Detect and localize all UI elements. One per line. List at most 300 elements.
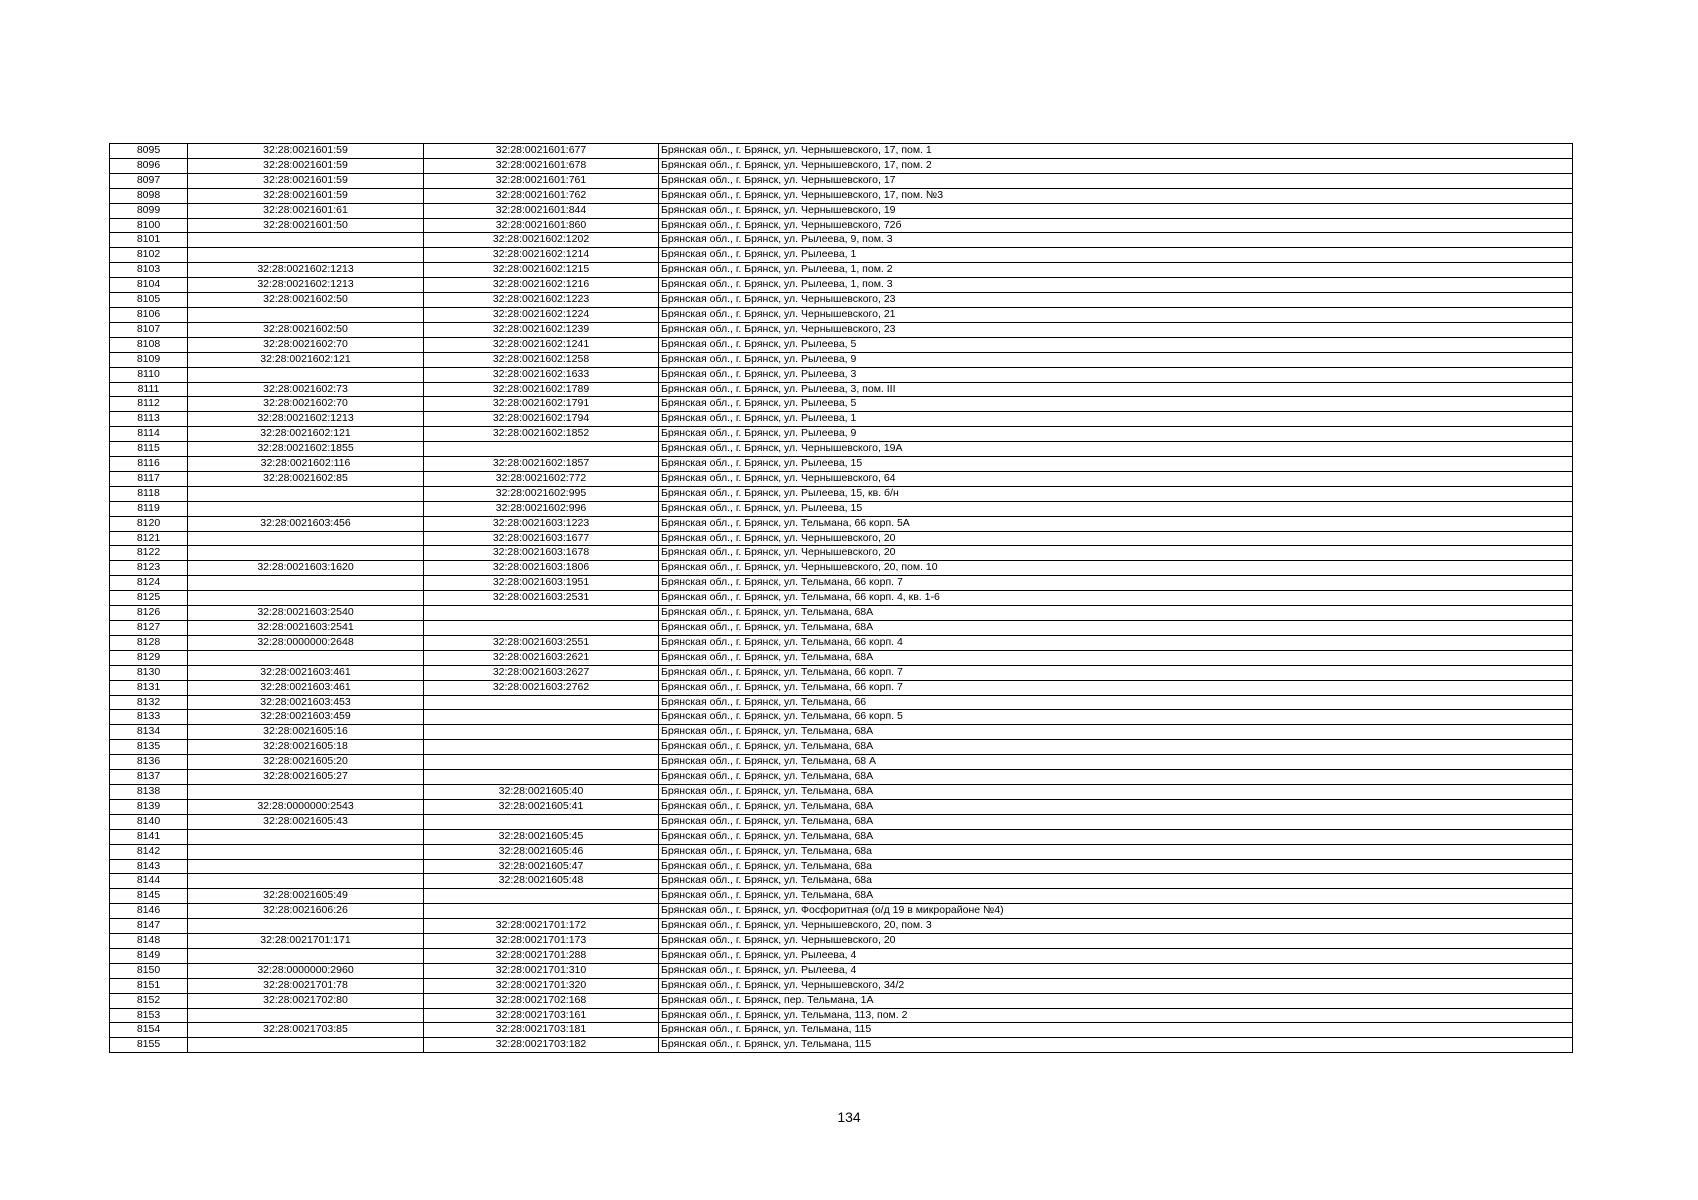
object-cadastral-number-cell: 32:28:0021603:1677 xyxy=(424,531,659,546)
table-row xyxy=(110,337,1573,352)
table-row xyxy=(110,934,1573,949)
parent-cadastral-number-cell xyxy=(188,1038,424,1053)
object-cadastral-number-cell: 32:28:0021701:320 xyxy=(424,978,659,993)
row-number-cell: 8142 xyxy=(110,844,188,859)
parent-cadastral-number-cell xyxy=(188,784,424,799)
parent-cadastral-number-cell: 32:28:0021601:59 xyxy=(188,173,424,188)
row-number-cell: 8113 xyxy=(110,412,188,427)
address-cell: Брянская обл., г. Брянск, ул. Рылеева, 1 xyxy=(659,248,1573,263)
row-number-cell: 8143 xyxy=(110,859,188,874)
table-row xyxy=(110,725,1573,740)
row-number-cell: 8111 xyxy=(110,382,188,397)
row-number-cell: 8131 xyxy=(110,680,188,695)
parent-cadastral-number-cell: 32:28:0021602:70 xyxy=(188,337,424,352)
object-cadastral-number-cell: 32:28:0021601:677 xyxy=(424,144,659,159)
address-cell: Брянская обл., г. Брянск, ул. Тельмана, 68А xyxy=(659,829,1573,844)
object-cadastral-number-cell: 32:28:0021602:1789 xyxy=(424,382,659,397)
row-number-cell: 8100 xyxy=(110,218,188,233)
object-cadastral-number-cell: 32:28:0021605:40 xyxy=(424,784,659,799)
object-cadastral-number-cell: 32:28:0021703:161 xyxy=(424,1008,659,1023)
object-cadastral-number-cell: 32:28:0021602:772 xyxy=(424,471,659,486)
table-row xyxy=(110,799,1573,814)
address-cell: Брянская обл., г. Брянск, ул. Тельмана, 68А xyxy=(659,814,1573,829)
row-number-cell: 8116 xyxy=(110,457,188,472)
address-cell: Брянская обл., г. Брянск, ул. Рылеева, 5 xyxy=(659,397,1573,412)
address-cell: Брянская обл., г. Брянск, ул. Тельмана, 68А xyxy=(659,784,1573,799)
table-row xyxy=(110,755,1573,770)
object-cadastral-number-cell: 32:28:0021601:761 xyxy=(424,173,659,188)
address-cell: Брянская обл., г. Брянск, ул. Тельмана, 66 xyxy=(659,695,1573,710)
object-cadastral-number-cell: 32:28:0021605:48 xyxy=(424,874,659,889)
object-cadastral-number-cell: 32:28:0021603:2551 xyxy=(424,635,659,650)
table-row xyxy=(110,1038,1573,1053)
address-cell: Брянская обл., г. Брянск, ул. Тельмана, 68А xyxy=(659,740,1573,755)
table-row xyxy=(110,904,1573,919)
object-cadastral-number-cell: 32:28:0021701:172 xyxy=(424,919,659,934)
object-cadastral-number-cell: 32:28:0021601:678 xyxy=(424,158,659,173)
address-cell: Брянская обл., г. Брянск, ул. Чернышевского, 17, пом. 2 xyxy=(659,158,1573,173)
row-number-cell: 8129 xyxy=(110,650,188,665)
table-row xyxy=(110,919,1573,934)
parent-cadastral-number-cell xyxy=(188,546,424,561)
parent-cadastral-number-cell: 32:28:0021605:43 xyxy=(188,814,424,829)
row-number-cell: 8154 xyxy=(110,1023,188,1038)
table-row xyxy=(110,606,1573,621)
row-number-cell: 8138 xyxy=(110,784,188,799)
parent-cadastral-number-cell: 32:28:0021703:85 xyxy=(188,1023,424,1038)
row-number-cell: 8104 xyxy=(110,278,188,293)
object-cadastral-number-cell: 32:28:0021602:1224 xyxy=(424,307,659,322)
address-cell: Брянская обл., г. Брянск, ул. Тельмана, 66 корп. 7 xyxy=(659,680,1573,695)
table-row xyxy=(110,382,1573,397)
object-cadastral-number-cell xyxy=(424,606,659,621)
parent-cadastral-number-cell xyxy=(188,650,424,665)
row-number-cell: 8105 xyxy=(110,293,188,308)
address-cell: Брянская обл., г. Брянск, ул. Фосфоритная (о/д 19 в микрорайоне №4) xyxy=(659,904,1573,919)
object-cadastral-number-cell: 32:28:0021602:1791 xyxy=(424,397,659,412)
page-number: 134 xyxy=(837,1109,861,1125)
parent-cadastral-number-cell: 32:28:0021602:73 xyxy=(188,382,424,397)
parent-cadastral-number-cell xyxy=(188,307,424,322)
object-cadastral-number-cell: 32:28:0021603:2627 xyxy=(424,665,659,680)
object-cadastral-number-cell xyxy=(424,621,659,636)
address-cell: Брянская обл., г. Брянск, ул. Тельмана, 68 А xyxy=(659,755,1573,770)
address-cell: Брянская обл., г. Брянск, ул. Тельмана, 66 корп. 4 xyxy=(659,635,1573,650)
parent-cadastral-number-cell: 32:28:0021601:61 xyxy=(188,203,424,218)
parent-cadastral-number-cell xyxy=(188,829,424,844)
parent-cadastral-number-cell: 32:28:0021603:459 xyxy=(188,710,424,725)
object-cadastral-number-cell: 32:28:0021601:844 xyxy=(424,203,659,218)
row-number-cell: 8120 xyxy=(110,516,188,531)
row-number-cell: 8114 xyxy=(110,427,188,442)
row-number-cell: 8130 xyxy=(110,665,188,680)
parent-cadastral-number-cell: 32:28:0021602:1213 xyxy=(188,278,424,293)
address-cell: Брянская обл., г. Брянск, ул. Чернышевского, 17, пом. 1 xyxy=(659,144,1573,159)
parent-cadastral-number-cell: 32:28:0021702:80 xyxy=(188,993,424,1008)
table-row xyxy=(110,263,1573,278)
parent-cadastral-number-cell: 32:28:0000000:2543 xyxy=(188,799,424,814)
address-cell: Брянская обл., г. Брянск, ул. Чернышевского, 20 xyxy=(659,531,1573,546)
cadastral-table xyxy=(109,143,1573,1053)
table-row xyxy=(110,993,1573,1008)
table-row xyxy=(110,367,1573,382)
row-number-cell: 8122 xyxy=(110,546,188,561)
parent-cadastral-number-cell: 32:28:0021606:26 xyxy=(188,904,424,919)
row-number-cell: 8134 xyxy=(110,725,188,740)
object-cadastral-number-cell: 32:28:0021603:2762 xyxy=(424,680,659,695)
table-row xyxy=(110,814,1573,829)
parent-cadastral-number-cell xyxy=(188,233,424,248)
object-cadastral-number-cell xyxy=(424,695,659,710)
row-number-cell: 8121 xyxy=(110,531,188,546)
table-row xyxy=(110,695,1573,710)
address-cell: Брянская обл., г. Брянск, ул. Чернышевского, 64 xyxy=(659,471,1573,486)
row-number-cell: 8146 xyxy=(110,904,188,919)
parent-cadastral-number-cell: 32:28:0021602:1855 xyxy=(188,442,424,457)
object-cadastral-number-cell: 32:28:0021602:1216 xyxy=(424,278,659,293)
row-number-cell: 8144 xyxy=(110,874,188,889)
address-cell: Брянская обл., г. Брянск, ул. Рылеева, 5 xyxy=(659,337,1573,352)
row-number-cell: 8125 xyxy=(110,591,188,606)
object-cadastral-number-cell: 32:28:0021603:1223 xyxy=(424,516,659,531)
table-row xyxy=(110,665,1573,680)
row-number-cell: 8112 xyxy=(110,397,188,412)
parent-cadastral-number-cell: 32:28:0021603:2540 xyxy=(188,606,424,621)
object-cadastral-number-cell: 32:28:0021605:41 xyxy=(424,799,659,814)
table-row xyxy=(110,531,1573,546)
parent-cadastral-number-cell: 32:28:0000000:2960 xyxy=(188,963,424,978)
row-number-cell: 8102 xyxy=(110,248,188,263)
parent-cadastral-number-cell xyxy=(188,874,424,889)
table-row xyxy=(110,471,1573,486)
object-cadastral-number-cell: 32:28:0021602:1202 xyxy=(424,233,659,248)
row-number-cell: 8126 xyxy=(110,606,188,621)
row-number-cell: 8115 xyxy=(110,442,188,457)
row-number-cell: 8149 xyxy=(110,948,188,963)
object-cadastral-number-cell: 32:28:0021601:762 xyxy=(424,188,659,203)
row-number-cell: 8109 xyxy=(110,352,188,367)
address-cell: Брянская обл., г. Брянск, ул. Чернышевского, 34/2 xyxy=(659,978,1573,993)
address-cell: Брянская обл., г. Брянск, ул. Тельмана, 68А xyxy=(659,799,1573,814)
table-row xyxy=(110,457,1573,472)
parent-cadastral-number-cell: 32:28:0021701:171 xyxy=(188,934,424,949)
row-number-cell: 8153 xyxy=(110,1008,188,1023)
parent-cadastral-number-cell: 32:28:0021602:1213 xyxy=(188,263,424,278)
address-cell: Брянская обл., г. Брянск, ул. Тельмана, 68А xyxy=(659,725,1573,740)
table-row xyxy=(110,307,1573,322)
parent-cadastral-number-cell: 32:28:0021605:20 xyxy=(188,755,424,770)
address-cell: Брянская обл., г. Брянск, ул. Чернышевского, 23 xyxy=(659,322,1573,337)
address-cell: Брянская обл., г. Брянск, ул. Тельмана, 68А xyxy=(659,770,1573,785)
address-cell: Брянская обл., г. Брянск, ул. Тельмана, 68а xyxy=(659,844,1573,859)
table-row xyxy=(110,1008,1573,1023)
object-cadastral-number-cell: 32:28:0021702:168 xyxy=(424,993,659,1008)
table-row xyxy=(110,516,1573,531)
address-cell: Брянская обл., г. Брянск, ул. Тельмана, 113, пом. 2 xyxy=(659,1008,1573,1023)
table-row xyxy=(110,442,1573,457)
table-row xyxy=(110,173,1573,188)
parent-cadastral-number-cell xyxy=(188,591,424,606)
table-row xyxy=(110,844,1573,859)
address-cell: Брянская обл., г. Брянск, ул. Рылеева, 15, кв. б/н xyxy=(659,486,1573,501)
parent-cadastral-number-cell: 32:28:0021601:59 xyxy=(188,188,424,203)
address-cell: Брянская обл., г. Брянск, ул. Чернышевского, 20 xyxy=(659,934,1573,949)
parent-cadastral-number-cell: 32:28:0021603:2541 xyxy=(188,621,424,636)
address-cell: Брянская обл., г. Брянск, ул. Рылеева, 1, пом. 3 xyxy=(659,278,1573,293)
address-cell: Брянская обл., г. Брянск, ул. Чернышевского, 19 xyxy=(659,203,1573,218)
parent-cadastral-number-cell: 32:28:0021602:50 xyxy=(188,322,424,337)
object-cadastral-number-cell: 32:28:0021602:1215 xyxy=(424,263,659,278)
row-number-cell: 8110 xyxy=(110,367,188,382)
row-number-cell: 8097 xyxy=(110,173,188,188)
parent-cadastral-number-cell: 32:28:0021603:456 xyxy=(188,516,424,531)
table-row xyxy=(110,740,1573,755)
table-row xyxy=(110,218,1573,233)
parent-cadastral-number-cell xyxy=(188,948,424,963)
table-row xyxy=(110,546,1573,561)
row-number-cell: 8147 xyxy=(110,919,188,934)
parent-cadastral-number-cell: 32:28:0021602:121 xyxy=(188,427,424,442)
parent-cadastral-number-cell xyxy=(188,919,424,934)
row-number-cell: 8101 xyxy=(110,233,188,248)
address-cell: Брянская обл., г. Брянск, ул. Тельмана, 66 корп. 4, кв. 1-6 xyxy=(659,591,1573,606)
object-cadastral-number-cell: 32:28:0021603:2531 xyxy=(424,591,659,606)
object-cadastral-number-cell: 32:28:0021605:45 xyxy=(424,829,659,844)
row-number-cell: 8136 xyxy=(110,755,188,770)
object-cadastral-number-cell: 32:28:0021602:995 xyxy=(424,486,659,501)
row-number-cell: 8123 xyxy=(110,561,188,576)
address-cell: Брянская обл., г. Брянск, ул. Рылеева, 3, пом. III xyxy=(659,382,1573,397)
parent-cadastral-number-cell: 32:28:0021605:27 xyxy=(188,770,424,785)
row-number-cell: 8107 xyxy=(110,322,188,337)
object-cadastral-number-cell: 32:28:0021603:1951 xyxy=(424,576,659,591)
row-number-cell: 8145 xyxy=(110,889,188,904)
address-cell: Брянская обл., г. Брянск, ул. Чернышевского, 20, пом. 10 xyxy=(659,561,1573,576)
table-row xyxy=(110,352,1573,367)
address-cell: Брянская обл., г. Брянск, ул. Чернышевского, 72б xyxy=(659,218,1573,233)
row-number-cell: 8150 xyxy=(110,963,188,978)
address-cell: Брянская обл., г. Брянск, ул. Рылеева, 3 xyxy=(659,367,1573,382)
address-cell: Брянская обл., г. Брянск, ул. Тельмана, 115 xyxy=(659,1023,1573,1038)
object-cadastral-number-cell: 32:28:0021701:288 xyxy=(424,948,659,963)
object-cadastral-number-cell: 32:28:0021605:46 xyxy=(424,844,659,859)
table-row xyxy=(110,203,1573,218)
object-cadastral-number-cell: 32:28:0021701:310 xyxy=(424,963,659,978)
row-number-cell: 8096 xyxy=(110,158,188,173)
address-cell: Брянская обл., г. Брянск, ул. Тельмана, 66 корп. 5 xyxy=(659,710,1573,725)
row-number-cell: 8128 xyxy=(110,635,188,650)
object-cadastral-number-cell: 32:28:0021602:1633 xyxy=(424,367,659,382)
address-cell: Брянская обл., г. Брянск, ул. Чернышевского, 23 xyxy=(659,293,1573,308)
row-number-cell: 8133 xyxy=(110,710,188,725)
object-cadastral-number-cell xyxy=(424,904,659,919)
object-cadastral-number-cell: 32:28:0021701:173 xyxy=(424,934,659,949)
table-row xyxy=(110,635,1573,650)
table-row xyxy=(110,188,1573,203)
row-number-cell: 8106 xyxy=(110,307,188,322)
address-cell: Брянская обл., г. Брянск, ул. Чернышевского, 19А xyxy=(659,442,1573,457)
row-number-cell: 8103 xyxy=(110,263,188,278)
parent-cadastral-number-cell xyxy=(188,367,424,382)
object-cadastral-number-cell: 32:28:0021703:181 xyxy=(424,1023,659,1038)
table-row xyxy=(110,158,1573,173)
object-cadastral-number-cell: 32:28:0021601:860 xyxy=(424,218,659,233)
address-cell: Брянская обл., г. Брянск, ул. Чернышевского, 20, пом. 3 xyxy=(659,919,1573,934)
parent-cadastral-number-cell: 32:28:0000000:2648 xyxy=(188,635,424,650)
object-cadastral-number-cell xyxy=(424,725,659,740)
row-number-cell: 8140 xyxy=(110,814,188,829)
table-row xyxy=(110,770,1573,785)
table-row xyxy=(110,963,1573,978)
table-row xyxy=(110,322,1573,337)
table-row xyxy=(110,680,1573,695)
object-cadastral-number-cell: 32:28:0021602:1857 xyxy=(424,457,659,472)
row-number-cell: 8141 xyxy=(110,829,188,844)
parent-cadastral-number-cell: 32:28:0021605:18 xyxy=(188,740,424,755)
address-cell: Брянская обл., г. Брянск, ул. Рылеева, 4 xyxy=(659,948,1573,963)
object-cadastral-number-cell: 32:28:0021602:1794 xyxy=(424,412,659,427)
row-number-cell: 8119 xyxy=(110,501,188,516)
table-row xyxy=(110,889,1573,904)
cadastral-table-body xyxy=(110,144,1573,1053)
address-cell: Брянская обл., г. Брянск, ул. Чернышевского, 17, пом. №3 xyxy=(659,188,1573,203)
parent-cadastral-number-cell: 32:28:0021602:85 xyxy=(188,471,424,486)
row-number-cell: 8148 xyxy=(110,934,188,949)
row-number-cell: 8152 xyxy=(110,993,188,1008)
parent-cadastral-number-cell: 32:28:0021602:1213 xyxy=(188,412,424,427)
row-number-cell: 8095 xyxy=(110,144,188,159)
address-cell: Брянская обл., г. Брянск, ул. Тельмана, 66 корп. 7 xyxy=(659,576,1573,591)
address-cell: Брянская обл., г. Брянск, ул. Рылеева, 4 xyxy=(659,963,1573,978)
address-cell: Брянская обл., г. Брянск, ул. Рылеева, 1, пом. 2 xyxy=(659,263,1573,278)
parent-cadastral-number-cell: 32:28:0021603:453 xyxy=(188,695,424,710)
address-cell: Брянская обл., г. Брянск, ул. Рылеева, 15 xyxy=(659,501,1573,516)
parent-cadastral-number-cell: 32:28:0021601:50 xyxy=(188,218,424,233)
address-cell: Брянская обл., г. Брянск, ул. Рылеева, 15 xyxy=(659,457,1573,472)
object-cadastral-number-cell: 32:28:0021605:47 xyxy=(424,859,659,874)
table-row xyxy=(110,650,1573,665)
parent-cadastral-number-cell xyxy=(188,1008,424,1023)
table-row xyxy=(110,576,1573,591)
table-row xyxy=(110,829,1573,844)
parent-cadastral-number-cell: 32:28:0021601:59 xyxy=(188,158,424,173)
parent-cadastral-number-cell xyxy=(188,844,424,859)
object-cadastral-number-cell: 32:28:0021602:996 xyxy=(424,501,659,516)
row-number-cell: 8139 xyxy=(110,799,188,814)
table-row xyxy=(110,591,1573,606)
object-cadastral-number-cell: 32:28:0021603:2621 xyxy=(424,650,659,665)
parent-cadastral-number-cell xyxy=(188,501,424,516)
address-cell: Брянская обл., г. Брянск, ул. Чернышевского, 21 xyxy=(659,307,1573,322)
parent-cadastral-number-cell: 32:28:0021602:121 xyxy=(188,352,424,367)
table-row xyxy=(110,233,1573,248)
table-row xyxy=(110,293,1573,308)
parent-cadastral-number-cell: 32:28:0021602:70 xyxy=(188,397,424,412)
table-row xyxy=(110,874,1573,889)
table-row xyxy=(110,784,1573,799)
table-row xyxy=(110,978,1573,993)
address-cell: Брянская обл., г. Брянск, ул. Чернышевского, 20 xyxy=(659,546,1573,561)
address-cell: Брянская обл., г. Брянск, ул. Тельмана, 68А xyxy=(659,606,1573,621)
table-row xyxy=(110,248,1573,263)
parent-cadastral-number-cell: 32:28:0021603:1620 xyxy=(188,561,424,576)
object-cadastral-number-cell: 32:28:0021602:1214 xyxy=(424,248,659,263)
row-number-cell: 8151 xyxy=(110,978,188,993)
address-cell: Брянская обл., г. Брянск, ул. Тельмана, 68а xyxy=(659,859,1573,874)
address-cell: Брянская обл., г. Брянск, пер. Тельмана, 1А xyxy=(659,993,1573,1008)
address-cell: Брянская обл., г. Брянск, ул. Рылеева, 9 xyxy=(659,352,1573,367)
address-cell: Брянская обл., г. Брянск, ул. Тельмана, 66 корп. 5А xyxy=(659,516,1573,531)
parent-cadastral-number-cell xyxy=(188,486,424,501)
object-cadastral-number-cell: 32:28:0021602:1852 xyxy=(424,427,659,442)
row-number-cell: 8117 xyxy=(110,471,188,486)
object-cadastral-number-cell: 32:28:0021602:1241 xyxy=(424,337,659,352)
address-cell: Брянская обл., г. Брянск, ул. Рылеева, 9, пом. 3 xyxy=(659,233,1573,248)
row-number-cell: 8155 xyxy=(110,1038,188,1053)
parent-cadastral-number-cell: 32:28:0021602:50 xyxy=(188,293,424,308)
table-row xyxy=(110,1023,1573,1038)
table-row xyxy=(110,486,1573,501)
object-cadastral-number-cell: 32:28:0021602:1258 xyxy=(424,352,659,367)
table-row xyxy=(110,278,1573,293)
object-cadastral-number-cell xyxy=(424,755,659,770)
parent-cadastral-number-cell: 32:28:0021605:16 xyxy=(188,725,424,740)
parent-cadastral-number-cell xyxy=(188,248,424,263)
row-number-cell: 8137 xyxy=(110,770,188,785)
row-number-cell: 8135 xyxy=(110,740,188,755)
table-row xyxy=(110,144,1573,159)
parent-cadastral-number-cell: 32:28:0021701:78 xyxy=(188,978,424,993)
address-cell: Брянская обл., г. Брянск, ул. Тельмана, 66 корп. 7 xyxy=(659,665,1573,680)
object-cadastral-number-cell xyxy=(424,770,659,785)
row-number-cell: 8118 xyxy=(110,486,188,501)
object-cadastral-number-cell xyxy=(424,814,659,829)
address-cell: Брянская обл., г. Брянск, ул. Чернышевского, 17 xyxy=(659,173,1573,188)
table-row xyxy=(110,561,1573,576)
address-cell: Брянская обл., г. Брянск, ул. Тельмана, 68А xyxy=(659,650,1573,665)
object-cadastral-number-cell: 32:28:0021603:1806 xyxy=(424,561,659,576)
object-cadastral-number-cell xyxy=(424,442,659,457)
object-cadastral-number-cell: 32:28:0021603:1678 xyxy=(424,546,659,561)
parent-cadastral-number-cell xyxy=(188,576,424,591)
row-number-cell: 8132 xyxy=(110,695,188,710)
address-cell: Брянская обл., г. Брянск, ул. Тельмана, 68А xyxy=(659,889,1573,904)
row-number-cell: 8099 xyxy=(110,203,188,218)
address-cell: Брянская обл., г. Брянск, ул. Рылеева, 1 xyxy=(659,412,1573,427)
table-row xyxy=(110,621,1573,636)
table-row xyxy=(110,397,1573,412)
table-row xyxy=(110,501,1573,516)
table-row xyxy=(110,427,1573,442)
address-cell: Брянская обл., г. Брянск, ул. Тельмана, 68а xyxy=(659,874,1573,889)
object-cadastral-number-cell xyxy=(424,889,659,904)
object-cadastral-number-cell: 32:28:0021602:1223 xyxy=(424,293,659,308)
parent-cadastral-number-cell: 32:28:0021601:59 xyxy=(188,144,424,159)
row-number-cell: 8127 xyxy=(110,621,188,636)
row-number-cell: 8098 xyxy=(110,188,188,203)
parent-cadastral-number-cell: 32:28:0021602:116 xyxy=(188,457,424,472)
parent-cadastral-number-cell: 32:28:0021603:461 xyxy=(188,680,424,695)
address-cell: Брянская обл., г. Брянск, ул. Тельмана, 68А xyxy=(659,621,1573,636)
table-row xyxy=(110,948,1573,963)
object-cadastral-number-cell: 32:28:0021602:1239 xyxy=(424,322,659,337)
parent-cadastral-number-cell xyxy=(188,859,424,874)
parent-cadastral-number-cell: 32:28:0021603:461 xyxy=(188,665,424,680)
table-row xyxy=(110,859,1573,874)
address-cell: Брянская обл., г. Брянск, ул. Рылеева, 9 xyxy=(659,427,1573,442)
object-cadastral-number-cell xyxy=(424,740,659,755)
address-cell: Брянская обл., г. Брянск, ул. Тельмана, 115 xyxy=(659,1038,1573,1053)
